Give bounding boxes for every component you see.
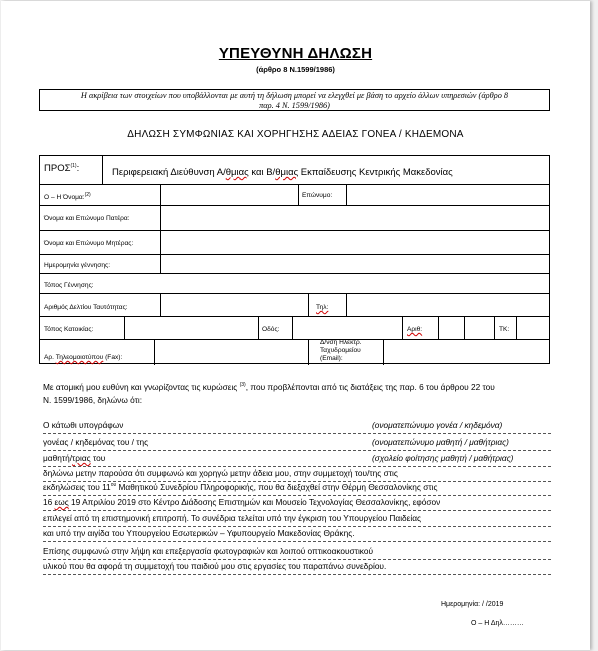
consent-paragraph-3: 16 εως 19 Απριλίου 2019 στο Κέντρο Διάδοσης Επιστημών και Μουσείο Τεχνολογίας Θεσσαλονίκης, εφόσον [43, 497, 441, 507]
school-line: μαθητή/τριας του [43, 453, 106, 463]
street-label: Οδός: [262, 326, 280, 333]
first-name-label: Ο – Η Όνομα:$^{(2)}$ [44, 192, 91, 202]
student-name-hint: (ονοματεπώνυμο μαθητή / μαθήτριας) [372, 437, 509, 447]
parent-name-line: Ο κάτωθι υπογράφων [43, 420, 124, 430]
personal-details-form [39, 155, 550, 364]
accuracy-notice [39, 89, 550, 111]
mother-name-label: Όνομα και Επώνυμο Μητέρας: [44, 240, 134, 247]
birth-date-label: Ημερομηνία γέννησης: [44, 262, 111, 269]
signature-declarant: Ο – Η Δηλ……… [471, 620, 524, 627]
declaration-intro-1: Με ατομική μου ευθύνη και γνωρίζοντας τις κυρώσεις $^{(3)}$, που προβλέπονται από τις διατάξεις της παρ. 6 του άρθρου 22 του [43, 382, 495, 392]
residence-label: Τόπος Κατοικίας: [44, 326, 94, 333]
photo-consent-1: Επίσης συμφωνώ στην λήψη και επεξεργασία φωτογραφιών και λοιπού οπτικοακουστικού [43, 546, 373, 556]
parent-name-hint: (ονοματεπώνυμο γονέα / κηδεμόνα) [372, 420, 503, 430]
addressee-value: Περιφερειακή Διεύθυνση Α/θμιας και Β/θμιας Εκπαίδευσης Κεντρικής Μακεδονίας [112, 167, 453, 178]
number-label: Αριθ: [407, 326, 423, 333]
declaration-intro-2: Ν. 1599/1986, δηλώνω ότι: [43, 395, 143, 405]
consent-paragraph-2: εκδηλώσεις του $11^{o\upsilon}$ Μαθητικού Συνεδρίου Πληροφορικής, που θα διεξαχθεί στην Θέρμη Θεσσαλονίκης στις [43, 482, 438, 492]
school-hint: (σχολείο φοίτησης μαθητή / μαθήτριας) [372, 453, 514, 463]
id-number-label: Αριθμός Δελτίου Ταυτότητας: [44, 304, 128, 311]
birth-place-label: Τόπος Γέννησης: [44, 282, 94, 289]
photo-consent-2: υλικού που θα αφορά τη συμμετοχή του παιδιού μου στις εργασίες του παραπάνω συνεδρίου. [43, 561, 387, 571]
phone-label: Τηλ: [316, 304, 329, 311]
document-title: ΥΠΕΥΘΥΝΗ ΔΗΛΩΣΗ [218, 45, 373, 62]
student-name-line: γονέας / κηδεμόνας του / της [43, 437, 149, 447]
signature-date: Ημερομηνία: / /2019 [441, 601, 504, 608]
surname-label: Επώνυμο: [302, 192, 333, 199]
declaration-heading: ΔΗΛΩΣΗ ΣΥΜΦΩΝΙΑΣ ΚΑΙ ΧΟΡΗΓΗΣΗΣ ΑΔΕΙΑΣ ΓΟΝΕΑ / ΚΗΔΕΜΟΝΑ [127, 129, 464, 140]
father-name-label: Όνομα και Επώνυμο Πατέρα: [44, 215, 130, 222]
addressee-label: ΠΡΟΣ$^{(1)}$: [44, 163, 80, 175]
postal-code-label: ΤΚ: [499, 326, 510, 333]
fax-label: Αρ. Τηλεομοιοτύπου (Fax): [44, 354, 123, 361]
notice-line-1: Η ακρίβεια των στοιχείων που υποβάλλονται με αυτή τη δήλωση μπορεί να ελεγχθεί με βάση το αρχείο άλλων υπηρεσιών (άρθρο 8 [80, 91, 509, 100]
consent-paragraph-5: και υπό την αιγίδα του Υπουργείου Εσωτερικών – Υφυπουργείο Μακεδονίας Θράκης. [43, 528, 355, 538]
consent-paragraph-4: επιλεγεί από τη επιστημονική επιτροπή. Το συνέδρια τελείται υπό την έγκριση του Υπουργείου Παιδείας [43, 513, 422, 523]
consent-paragraph-1: δηλώνω μετην παρούσα ότι συμφωνώ και χορηγώ μετην άδεια μου, στην συμμετοχή του/της στις [43, 468, 398, 478]
notice-line-2: παρ. 4 Ν. 1599/1986) [259, 101, 330, 110]
document-page [1, 1, 590, 650]
document-subtitle: (άρθρο 8 Ν.1599/1986) [256, 65, 335, 74]
email-label: Δ/νση Ηλεκτρ. Ταχυδρομείου (Email): [320, 339, 362, 362]
